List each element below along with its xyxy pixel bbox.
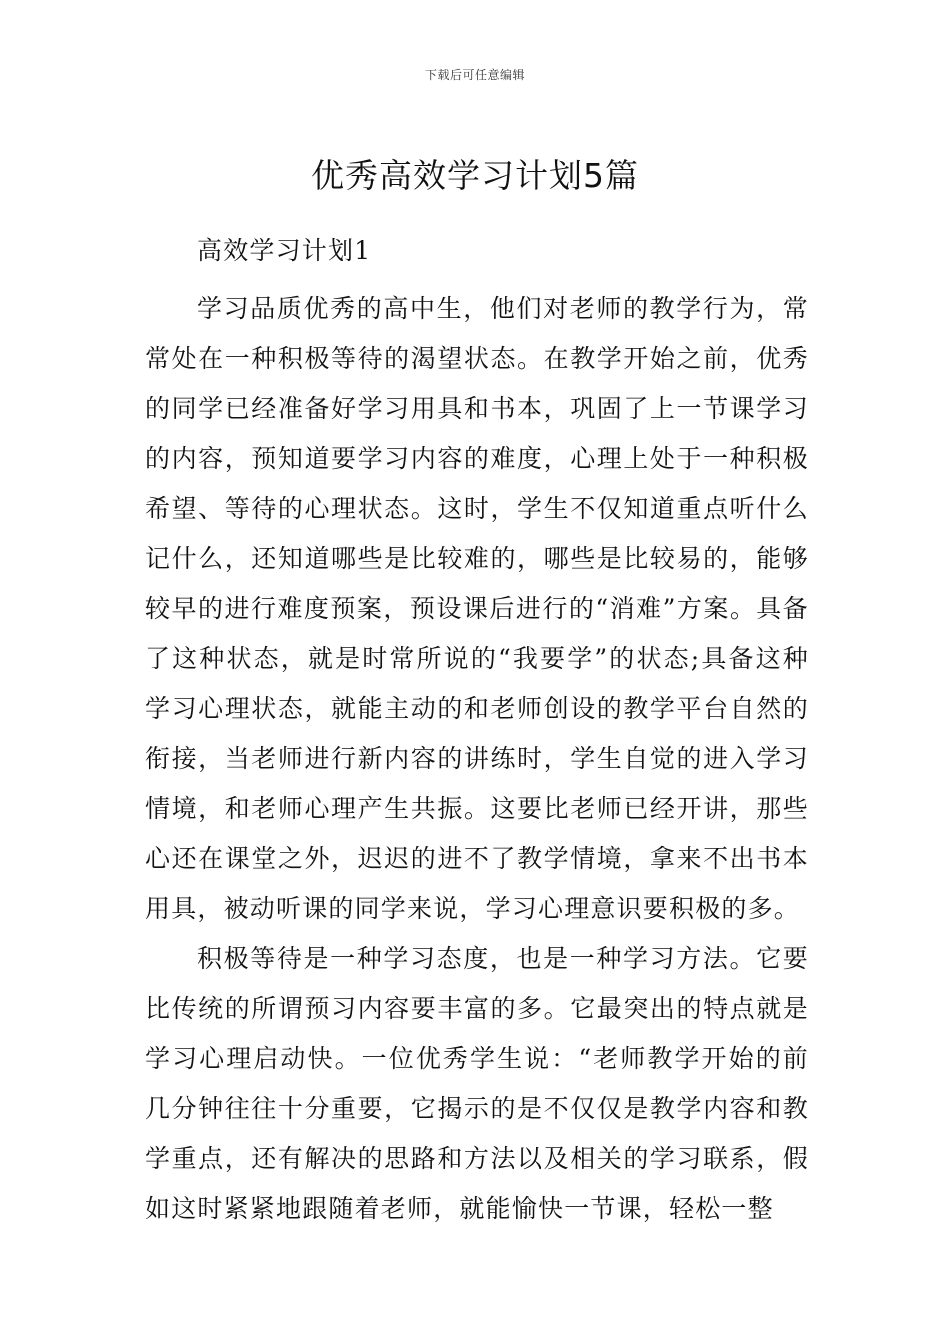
- document-title: 优秀高效学习计划5篇: [311, 156, 639, 196]
- document-body: [145, 230, 809, 1234]
- body-paragraph-2: 积极等待是一种学习态度，也是一种学习方法。它要比传统的所谓预习内容要丰富的多。它最突出的特点就是学习心理启动快。一位优秀学生说：“老师教学开始的前几分钟往往十分重要，它揭示的是不仅仅是教学内容和教学重点，还有解决的思路和方法以及相关的学习联系，假如这时紧紧地跟随着老师，就能愉快一节课，轻松一整: [145, 944, 809, 1223]
- body-paragraph-1: 学习品质优秀的高中生，他们对老师的教学行为，常常处在一种积极等待的渴望状态。在教学开始之前，优秀的同学已经准备好学习用具和书本，巩固了上一节课学习的内容，预知道要学习内容的难度，心理上处于一种积极希望、等待的心理状态。这时，学生不仅知道重点听什么记什么，还知道哪些是比较难的，哪些是比较易的，能够较早的进行难度预案，预设课后进行的“消难”方案。具备了这种状态，就是时常所说的“我要学”的状态;具备这种学习心理状态，就能主动的和老师创设的教学平台自然的衔接，当老师进行新内容的讲练时，学生自觉的进入学习情境，和老师心理产生共振。这要比老师已经开讲，那些心还在课堂之外，迟迟的进不了教学情境，拿来不出书本用具，被动听课的同学来说，学习心理意识要积极的多。: [145, 294, 809, 923]
- section-heading: 高效学习计划1: [197, 236, 372, 265]
- header-note: 下载后可任意编辑: [424, 68, 525, 82]
